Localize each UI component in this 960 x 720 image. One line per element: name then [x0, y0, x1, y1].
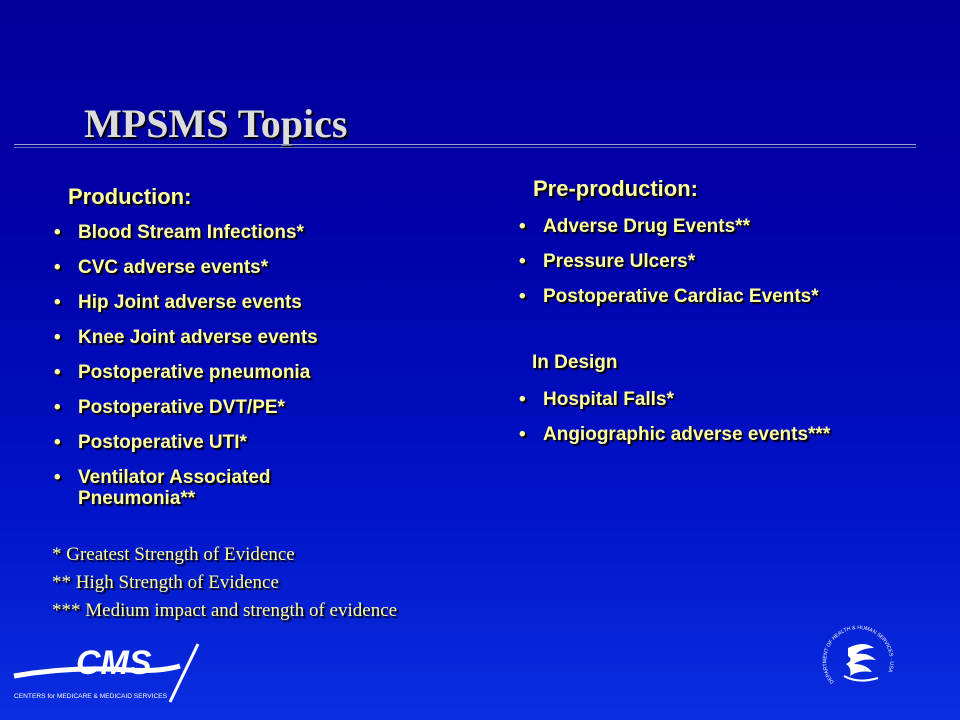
cms-logo-text: CMS: [76, 644, 152, 682]
bullet-icon: •: [519, 286, 526, 307]
in-design-list: [513, 389, 933, 445]
list-item: [513, 424, 933, 445]
bullet-icon: •: [519, 251, 526, 272]
list-item: [48, 432, 468, 453]
bullet-icon: •: [54, 292, 61, 313]
list-item: [513, 216, 933, 237]
slide-title: MPSMS Topics: [84, 101, 348, 146]
list-item: [48, 292, 468, 313]
bullet-icon: •: [54, 362, 61, 383]
list-item: [48, 362, 468, 383]
list-item-label: Pressure Ulcers*: [543, 251, 696, 272]
preproduction-list: [513, 216, 933, 307]
hhs-seal-icon: [818, 618, 898, 698]
list-item: [48, 397, 468, 418]
bullet-icon: •: [519, 424, 526, 445]
list-item: [48, 467, 368, 509]
footnote: *** Medium impact and strength of evidence: [52, 600, 398, 621]
list-item-label: Postoperative Cardiac Events*: [543, 286, 819, 307]
list-item: [513, 286, 933, 307]
bullet-icon: •: [54, 397, 61, 418]
list-item: [513, 251, 933, 272]
list-item-label: Hip Joint adverse events: [78, 292, 302, 313]
bullet-icon: •: [519, 389, 526, 410]
list-item: [513, 389, 933, 410]
list-item-label: CVC adverse events*: [78, 257, 269, 278]
preproduction-heading: Pre-production:: [533, 176, 698, 201]
footnotes: [52, 541, 397, 625]
list-item: [48, 327, 468, 348]
production-list: [48, 222, 468, 509]
list-item-label: Postoperative pneumonia: [78, 362, 311, 383]
list-item: [48, 257, 468, 278]
bullet-icon: •: [519, 216, 526, 237]
list-item: [48, 222, 468, 243]
hhs-seal-text: DEPARTMENT OF HEALTH & HUMAN SERVICES · USA: [822, 625, 895, 685]
footnote: ** High Strength of Evidence: [52, 572, 279, 593]
list-item-label: Ventilator Associated Pneumonia**: [78, 467, 271, 509]
list-item-label: Angiographic adverse events***: [543, 424, 831, 445]
bullet-icon: •: [54, 467, 61, 488]
production-heading: Production:: [68, 184, 192, 209]
list-item-label: Postoperative DVT/PE*: [78, 397, 285, 418]
bullet-icon: •: [54, 257, 61, 278]
cms-logo-icon: [10, 640, 210, 706]
list-item-label: Adverse Drug Events**: [543, 216, 750, 237]
in-design-heading: In Design: [532, 352, 618, 373]
list-item-label: Hospital Falls*: [543, 389, 674, 410]
bullet-icon: •: [54, 222, 61, 243]
list-item-label: Postoperative UTI*: [78, 432, 247, 453]
cms-logo-caption: CENTERS for MEDICARE & MEDICAID SERVICES: [14, 693, 168, 700]
bullet-icon: •: [54, 432, 61, 453]
list-item-label: Knee Joint adverse events: [78, 327, 318, 348]
title-divider: [14, 144, 916, 148]
list-item-label: Blood Stream Infections*: [78, 222, 304, 243]
bullet-icon: •: [54, 327, 61, 348]
footnote: * Greatest Strength of Evidence: [52, 544, 295, 565]
